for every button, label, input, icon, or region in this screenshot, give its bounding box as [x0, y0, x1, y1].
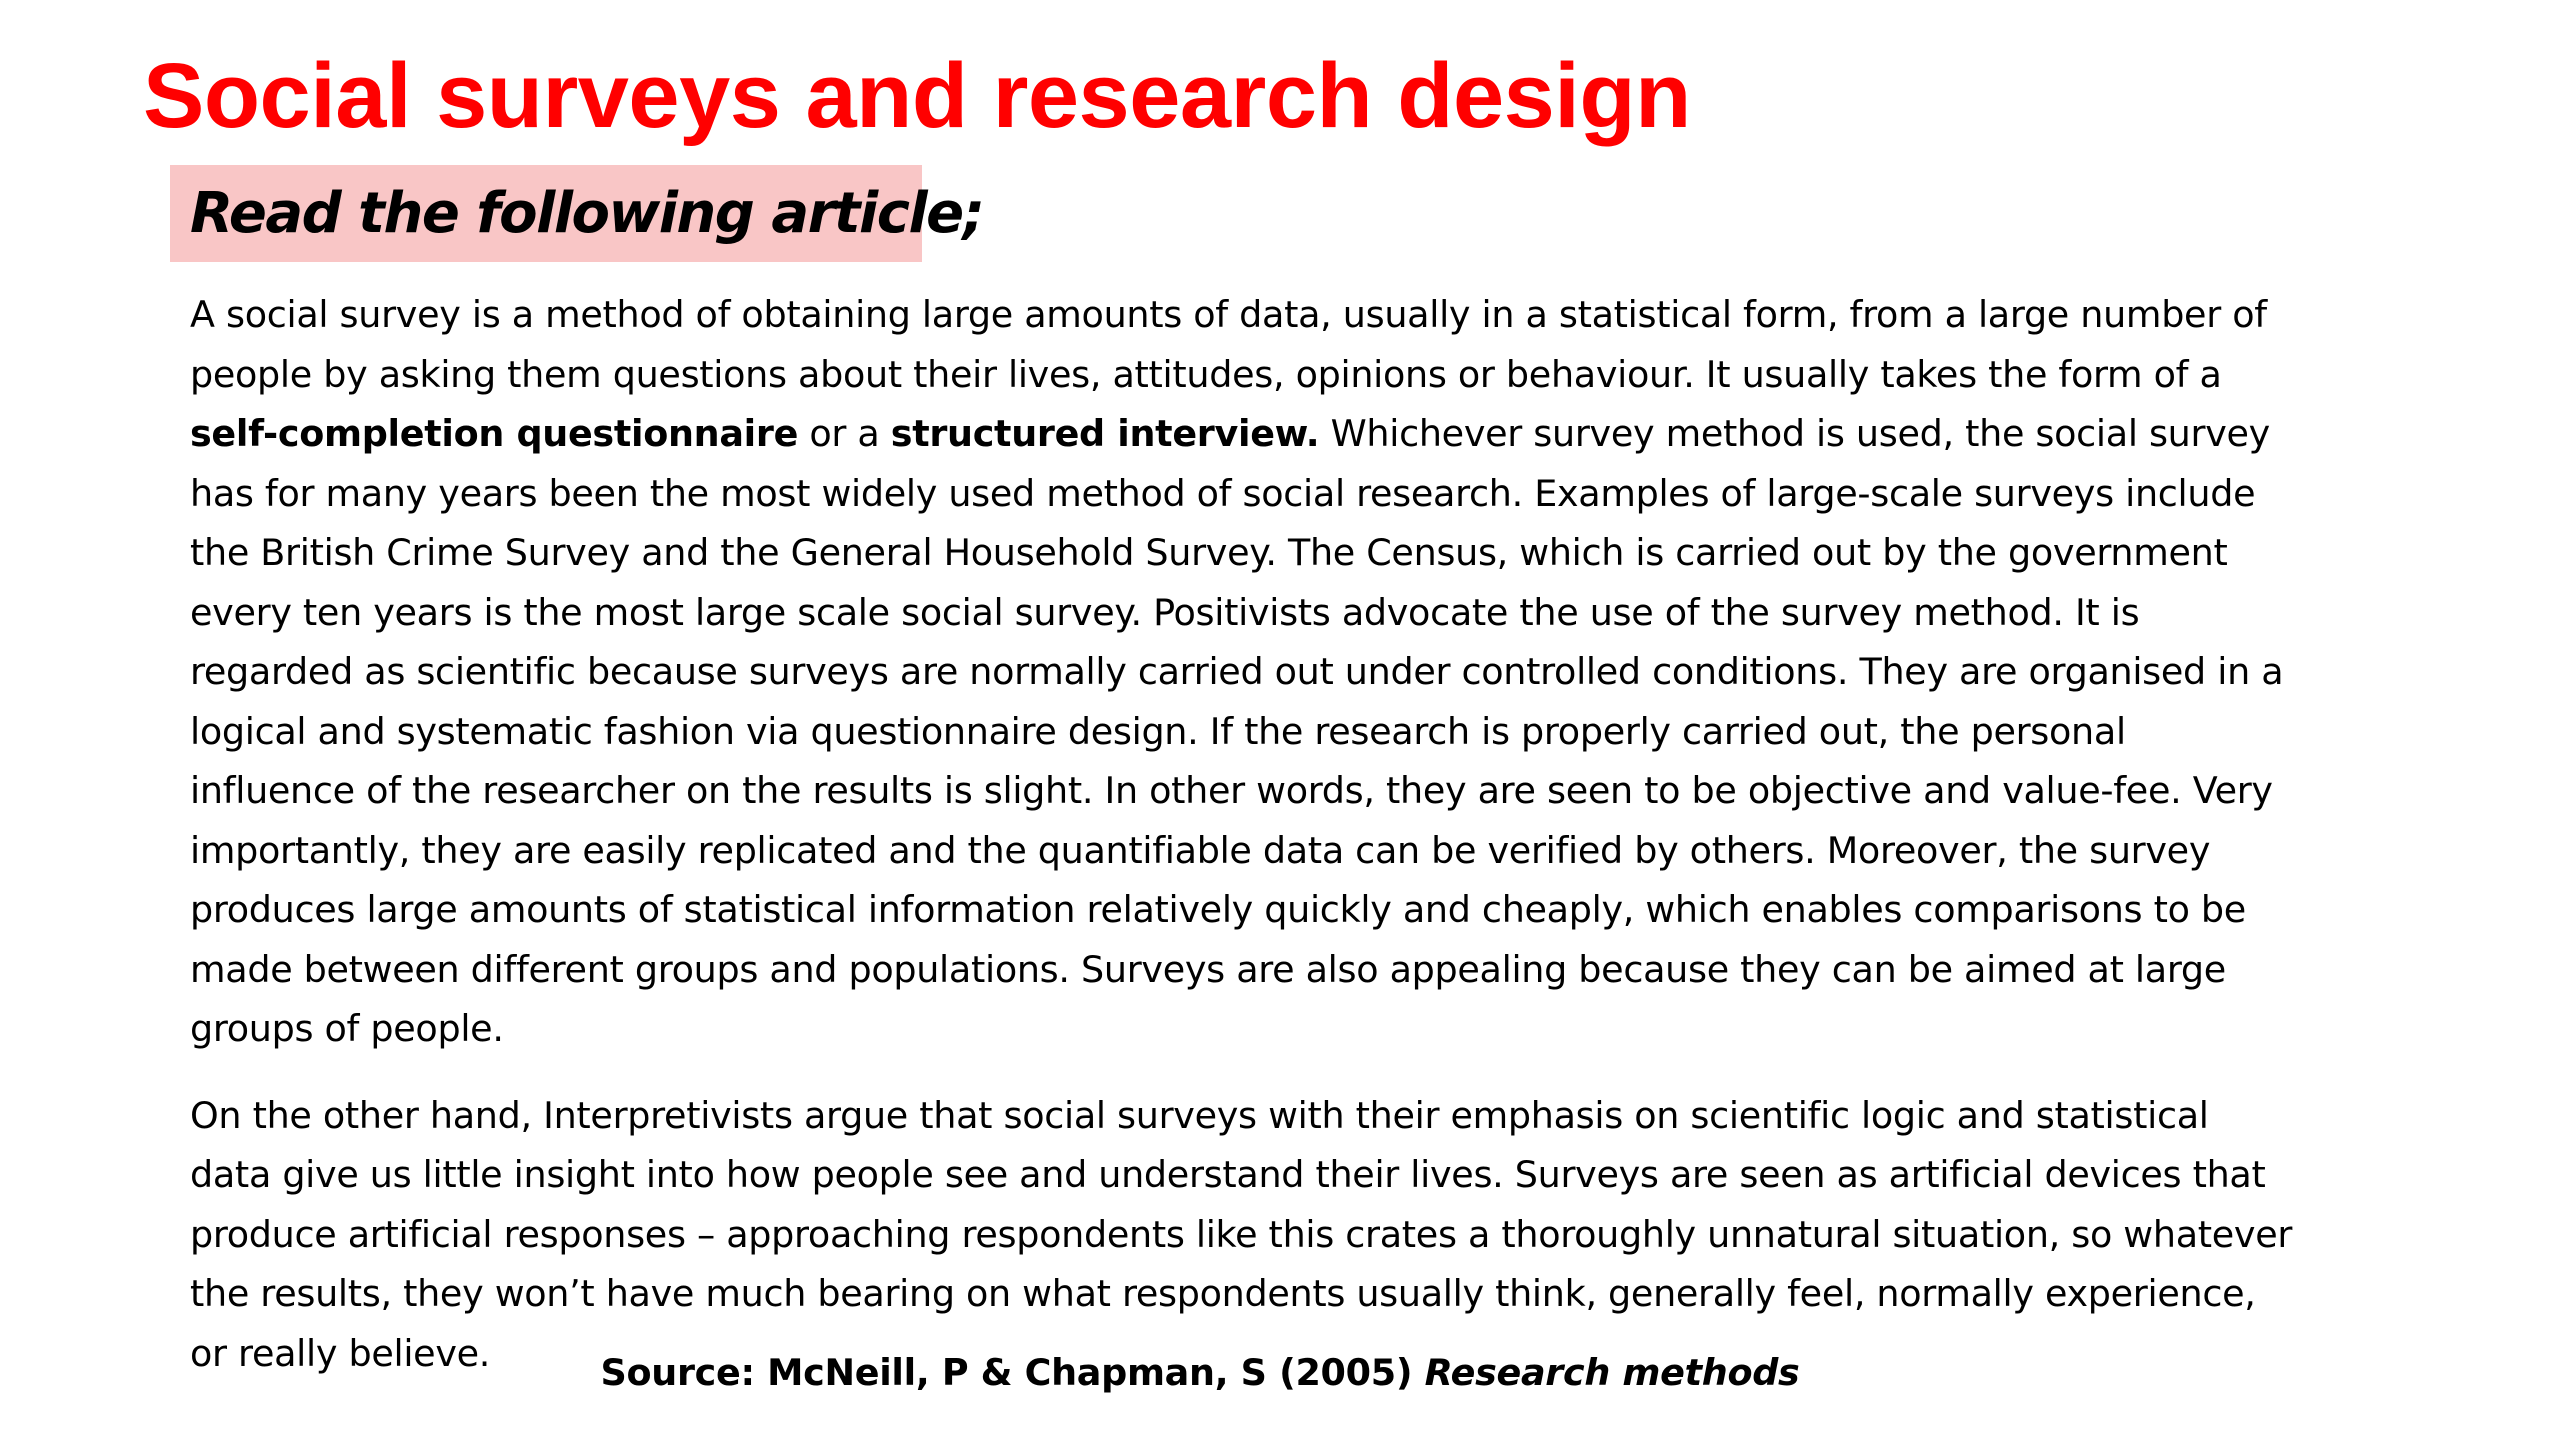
paragraph-1-text-b: or a [798, 412, 891, 455]
paragraph-1-text-a: A social survey is a method of obtaining large amounts of data, usually in a statistical form, from a large number of people by asking them questions about their lives, attitudes, opinions or behaviour. It usually takes the form of a [190, 293, 2267, 396]
article-paragraph-2: On the other hand, Interpretivists argue that social surveys with their emphasis on scientific logic and statistical data give us little insight into how people see and understand their lives. Surveys are seen as artificial devices that produce artificial responses – approaching respondents like this crates a thoroughly unnatural situation, so whatever the results, they won’t have much bearing on what respondents usually think, generally feel, normally experience, or really believe. [190, 1093, 2293, 1375]
source-citation [0, 1348, 2400, 1398]
article-body [190, 285, 2300, 1383]
instruction-text: Read the following article; [190, 181, 984, 246]
paragraph-1-text-c: Whichever survey method is used, the social survey has for many years been the most widely used method of social research. Examples of large-scale surveys include the British Crime Survey and the General Household Survey. The Census, which is carried out by the government every ten years is the most large scale social survey. Positivists advocate the use of the survey method. It is regarded as scientific because surveys are normally carried out under controlled conditions. They are organised in a logical and systematic fashion via questionnaire design. If the research is properly carried out, the personal influence of the researcher on the results is slight. In other words, they are seen to be objective and value-fee. Very importantly, they are easily replicated and the quantifiable data can be verified by others. Moreover, the survey produces large amounts of statistical information relatively quickly and cheaply, which enables comparisons to be made between different groups and populations. Surveys are also appealing because they can be aimed at large groups of people. [190, 412, 2284, 1050]
article-paragraph-1 [190, 285, 2300, 1059]
source-citation-text: Source: McNeill, P & Chapman, S (2005) [600, 1351, 1425, 1394]
page-title: Social surveys and research design [143, 45, 1691, 147]
source-work-title: Research methods [1424, 1351, 1800, 1394]
key-term-self-completion-questionnaire: self-completion questionnaire [190, 412, 799, 455]
instruction-banner [170, 165, 984, 262]
key-term-structured-interview: structured interview. [890, 412, 1320, 455]
